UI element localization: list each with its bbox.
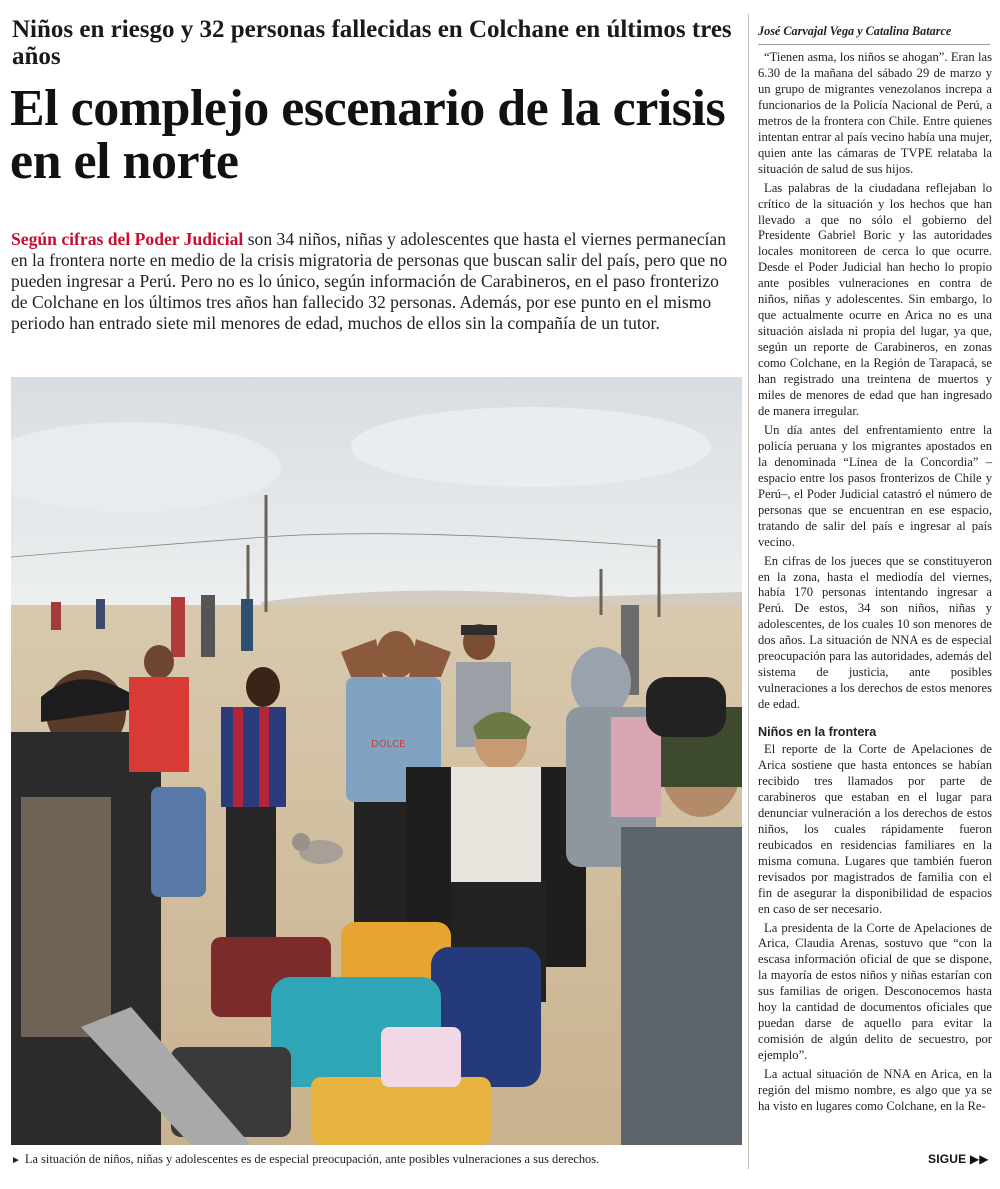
- caption-arrow-icon: ►: [11, 1155, 21, 1166]
- caption-text: La situación de niños, niñas y adolescentes es de especial preocupación, ante posibles vulneraciones a sus derechos.: [24, 1152, 600, 1166]
- body-paragraph: La presidenta de la Corte de Apelaciones de Arica, Claudia Arenas, sostuvo que “con la escasa información oficial de que se dispone, la mayoría de estos niños y niñas estarían con sus familias de origen. Desconocemos hasta hoy la cantidad de documentos oficiales que puedan darse de aquello para evitar la comisión de algún delito de secuestro, por ejemplo”.: [758, 920, 992, 1063]
- body-paragraph: En cifras de los jueces que se constituyeron en la zona, hasta el mediodía del viernes, había 170 personas intentando ingresar a Perú. De estos, 34 son niños, niñas y adolescentes, de los cuales 10 son menores de dos años. La situación de NNA es de especial preocupación para las autoridades, además del sistema de justicia, ante posibles vulneraciones a los derechos de estos menores de edad.: [758, 553, 992, 712]
- shirt-logo: DOLCE: [371, 739, 406, 750]
- byline: José Carvajal Vega y Catalina Batarce: [758, 24, 990, 45]
- body-paragraph: El reporte de la Corte de Apelaciones de Arica sostiene que hasta entonces se habían recibido tres llamados por parte de carabineros que estaban en el lugar para denunciar vulneración a los derechos de estos niños, los cuales rápidamente fueron reubicados en residencias familiares en la misma comuna. Lugares que también fueron revisados por magistrados de familia con el fin de asegurar la disponibilidad de espacios en caso de ser necesario.: [758, 742, 992, 916]
- cloud: [351, 407, 711, 487]
- body-paragraph: Las palabras de la ciudadana reflejaban lo crítico de la situación y los hechos que han llevado a que no sólo el gobierno del Presidente Gabriel Boric y las autoridades locales monitoreen de cerca lo que ocurre. Desde el Poder Judicial han hecho lo propio ante posibles vulneraciones en contra de niños, niñas y adolescentes. Sin embargo, lo que actualmente ocurre en Arica no es una situación aislada ni propia del lugar, ya que, según un reporte de Carabineros, en zonas como Colchane, en la Región de Tarapacá, se han registrado una treintena de muertos y miles de menores de edad que han ingresado de manera irregular.: [758, 180, 992, 418]
- section-subhead: Niños en la frontera: [758, 725, 877, 740]
- column-divider: [748, 14, 749, 1169]
- kicker-headline: Niños en riesgo y 32 personas fallecidas en Colchane en últimos tres años: [12, 16, 732, 70]
- lead-text: son 34 niños, niñas y adolescentes que hasta el viernes permanecían en la frontera norte en medio de la crisis migratoria de personas que buscan salir del país, pero que no pueden ingresar a Perú. Pero no es lo único, según información de Carabineros, en el paso fronterizo de Colchane en los últimos tres años han fallecido 32 personas. Además, por ese punto en el mismo periodo han entrado siete mil menores de edad, muchos de ellos sin la compañía de un tutor.: [11, 229, 728, 333]
- main-headline: El complejo escenario de la crisis en el norte: [10, 80, 726, 190]
- news-photo: [11, 377, 742, 1145]
- continue-link[interactable]: SIGUE ▶▶: [928, 1152, 989, 1166]
- photo-caption: [11, 1152, 731, 1168]
- body-paragraph: La actual situación de NNA en Arica, en la región del mismo nombre, es algo que ya se ha visto en lugares como Colchane, en la Re-: [758, 1067, 992, 1113]
- lead-highlight: Según cifras del Poder Judicial: [11, 229, 244, 249]
- body-paragraph: “Tienen asma, los niños se ahogan”. Eran las 6.30 de la mañana del sábado 29 de marzo y un grupo de migrantes venezolanos increpa a funcionarios de la Policía Nacional de Perú, a metros de la frontera con Chile. Entre quienes intentan entrar al país vecino había una mujer, quien ante las cámaras de TVPE relataba la situación de salud de sus hijos.: [758, 50, 992, 176]
- body-paragraph: Un día antes del enfrentamiento entre la policía peruana y los migrantes apostados en la denominada “Línea de la Concordia” –espacio entre los pasos fronterizos de Chile y Perú–, el Poder Judicial catastró el número de personas que se encuentran en ese espacio, tratando de salir del país e ingresar al país vecino.: [758, 422, 992, 549]
- lead-paragraph: [11, 229, 739, 334]
- article-body: [758, 50, 992, 1118]
- photo-illustration: [11, 377, 742, 1145]
